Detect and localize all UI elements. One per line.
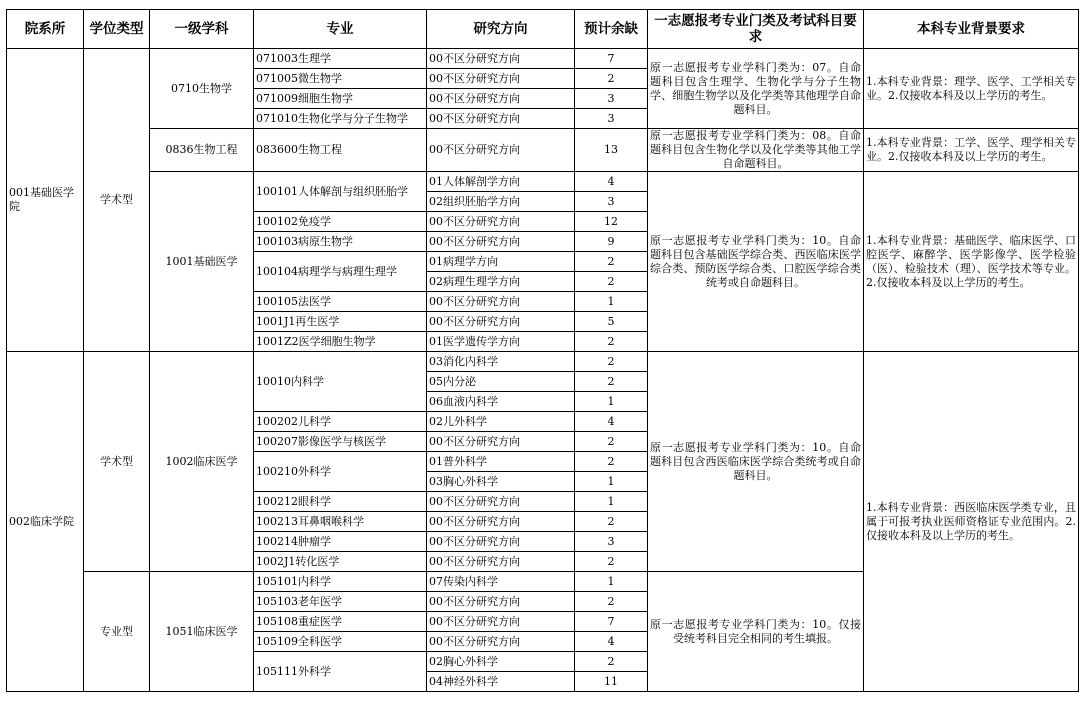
vacancy-cell: 2 [575, 332, 648, 352]
major-cell: 071010生物化学与分子生物学 [254, 109, 427, 129]
vacancy-cell: 4 [575, 632, 648, 652]
direction-cell: 01病理学方向 [427, 252, 575, 272]
direction-cell: 02病理生理学方向 [427, 272, 575, 292]
major-cell: 100102免疫学 [254, 212, 427, 232]
vacancy-cell: 7 [575, 612, 648, 632]
requirement-cell: 原一志愿报考专业学科门类为：10。自命题科目包含基础医学综合类、西医临床医学综合类、预防医学综合类、口腔医学综合类统考或自命题科目。 [648, 172, 864, 352]
background-cell: 1.本科专业背景：基础医学、临床医学、口腔医学、麻醉学、医学影像学、医学检验（医）、检验技术（理）、医学技术等专业。2.仅接收本科及以上学历的考生。 [864, 172, 1079, 352]
header-requirement: 一志愿报考专业门类及考试科目要求 [648, 10, 864, 49]
major-cell: 105103老年医学 [254, 592, 427, 612]
direction-cell: 00不区分研究方向 [427, 89, 575, 109]
major-cell: 100207影像医学与核医学 [254, 432, 427, 452]
direction-cell: 06血液内科学 [427, 392, 575, 412]
direction-cell: 05内分泌 [427, 372, 575, 392]
direction-cell: 00不区分研究方向 [427, 532, 575, 552]
direction-cell: 00不区分研究方向 [427, 212, 575, 232]
major-cell: 100105法医学 [254, 292, 427, 312]
discipline-cell: 0710生物学 [150, 49, 254, 129]
direction-cell: 03消化内科学 [427, 352, 575, 372]
header-direction: 研究方向 [427, 10, 575, 49]
major-cell: 1002J1转化医学 [254, 552, 427, 572]
vacancy-cell: 3 [575, 532, 648, 552]
header-row [7, 10, 1079, 49]
vacancy-cell: 1 [575, 492, 648, 512]
major-cell: 1001Z2医学细胞生物学 [254, 332, 427, 352]
direction-cell: 03胸心外科学 [427, 472, 575, 492]
vacancy-cell: 2 [575, 252, 648, 272]
vacancy-cell: 3 [575, 109, 648, 129]
direction-cell: 02胸心外科学 [427, 652, 575, 672]
discipline-cell: 1001基础医学 [150, 172, 254, 352]
table-row [7, 352, 1079, 372]
vacancy-cell: 3 [575, 192, 648, 212]
direction-cell: 01普外科学 [427, 452, 575, 472]
vacancy-cell: 2 [575, 352, 648, 372]
major-cell: 10010内科学 [254, 352, 427, 412]
direction-cell: 00不区分研究方向 [427, 312, 575, 332]
vacancy-cell: 13 [575, 129, 648, 172]
vacancy-cell: 2 [575, 272, 648, 292]
direction-cell: 04神经外科学 [427, 672, 575, 692]
major-cell: 071005微生物学 [254, 69, 427, 89]
vacancy-cell: 2 [575, 592, 648, 612]
requirement-cell: 原一志愿报考专业学科门类为：08。自命题科目包含生物化学以及化学类等其他工学自命题科目。 [648, 129, 864, 172]
admission-table [6, 9, 1079, 692]
major-cell: 105101内科学 [254, 572, 427, 592]
major-cell: 100101人体解剖与组织胚胎学 [254, 172, 427, 212]
vacancy-cell: 4 [575, 412, 648, 432]
header-vacancy: 预计余缺 [575, 10, 648, 49]
major-cell: 100210外科学 [254, 452, 427, 492]
direction-cell: 00不区分研究方向 [427, 292, 575, 312]
background-cell: 1.本科专业背景：理学、医学、工学相关专业。2.仅接收本科及以上学历的考生。 [864, 49, 1079, 129]
direction-cell: 00不区分研究方向 [427, 432, 575, 452]
direction-cell: 01人体解剖学方向 [427, 172, 575, 192]
vacancy-cell: 2 [575, 69, 648, 89]
vacancy-cell: 1 [575, 572, 648, 592]
direction-cell: 00不区分研究方向 [427, 592, 575, 612]
major-cell: 105108重症医学 [254, 612, 427, 632]
requirement-cell: 原一志愿报考专业学科门类为：10。仅接受统考科目完全相同的考生填报。 [648, 572, 864, 692]
vacancy-cell: 1 [575, 472, 648, 492]
vacancy-cell: 2 [575, 452, 648, 472]
vacancy-cell: 2 [575, 372, 648, 392]
direction-cell: 00不区分研究方向 [427, 129, 575, 172]
major-cell: 105111外科学 [254, 652, 427, 692]
requirement-cell: 原一志愿报考专业学科门类为：10。自命题科目包含西医临床医学综合类统考或自命题科目。 [648, 352, 864, 572]
vacancy-cell: 2 [575, 512, 648, 532]
discipline-cell: 0836生物工程 [150, 129, 254, 172]
direction-cell: 02组织胚胎学方向 [427, 192, 575, 212]
direction-cell: 00不区分研究方向 [427, 109, 575, 129]
table-row [7, 49, 1079, 69]
table-row [7, 129, 1079, 172]
direction-cell: 00不区分研究方向 [427, 232, 575, 252]
vacancy-cell: 2 [575, 652, 648, 672]
direction-cell: 00不区分研究方向 [427, 69, 575, 89]
vacancy-cell: 2 [575, 432, 648, 452]
major-cell: 100214肿瘤学 [254, 532, 427, 552]
major-cell: 105109全科医学 [254, 632, 427, 652]
vacancy-cell: 12 [575, 212, 648, 232]
direction-cell: 00不区分研究方向 [427, 552, 575, 572]
discipline-cell: 1002临床医学 [150, 352, 254, 572]
vacancy-cell: 7 [575, 49, 648, 69]
major-cell: 100212眼科学 [254, 492, 427, 512]
direction-cell: 01医学遗传学方向 [427, 332, 575, 352]
major-cell: 083600生物工程 [254, 129, 427, 172]
major-cell: 100202儿科学 [254, 412, 427, 432]
requirement-cell: 原一志愿报考专业学科门类为：07。自命题科目包含生理学、生物化学与分子生物学、细胞生物学以及化学类等其他理学自命题科目。 [648, 49, 864, 129]
direction-cell: 00不区分研究方向 [427, 49, 575, 69]
major-cell: 100103病原生物学 [254, 232, 427, 252]
direction-cell: 00不区分研究方向 [427, 612, 575, 632]
discipline-cell: 1051临床医学 [150, 572, 254, 692]
direction-cell: 00不区分研究方向 [427, 632, 575, 652]
header-college: 院系所 [7, 10, 84, 49]
major-cell: 1001J1再生医学 [254, 312, 427, 332]
direction-cell: 07传染内科学 [427, 572, 575, 592]
major-cell: 100104病理学与病理生理学 [254, 252, 427, 292]
vacancy-cell: 5 [575, 312, 648, 332]
vacancy-cell: 1 [575, 392, 648, 412]
college-cell: 001基础医学院 [7, 49, 84, 352]
major-cell: 100213耳鼻咽喉科学 [254, 512, 427, 532]
header-degree-type: 学位类型 [84, 10, 150, 49]
college-cell: 002临床学院 [7, 352, 84, 692]
vacancy-cell: 1 [575, 292, 648, 312]
header-background: 本科专业背景要求 [864, 10, 1079, 49]
direction-cell: 02儿外科学 [427, 412, 575, 432]
major-cell: 071003生理学 [254, 49, 427, 69]
major-cell: 071009细胞生物学 [254, 89, 427, 109]
vacancy-cell: 3 [575, 89, 648, 109]
degree-type-cell: 学术型 [84, 352, 150, 572]
background-cell: 1.本科专业背景：工学、医学、理学相关专业。2.仅接收本科及以上学历的考生。 [864, 129, 1079, 172]
table-row [7, 172, 1079, 192]
table-body [7, 49, 1079, 692]
direction-cell: 00不区分研究方向 [427, 512, 575, 532]
direction-cell: 00不区分研究方向 [427, 492, 575, 512]
vacancy-cell: 2 [575, 552, 648, 572]
degree-type-cell: 专业型 [84, 572, 150, 692]
header-major: 专业 [254, 10, 427, 49]
background-cell: 1.本科专业背景：西医临床医学类专业，且属于可报考执业医师资格证专业范围内。2.仅接收本科及以上学历的考生。 [864, 352, 1079, 692]
degree-type-cell: 学术型 [84, 49, 150, 352]
vacancy-cell: 4 [575, 172, 648, 192]
vacancy-cell: 11 [575, 672, 648, 692]
vacancy-cell: 9 [575, 232, 648, 252]
header-discipline: 一级学科 [150, 10, 254, 49]
